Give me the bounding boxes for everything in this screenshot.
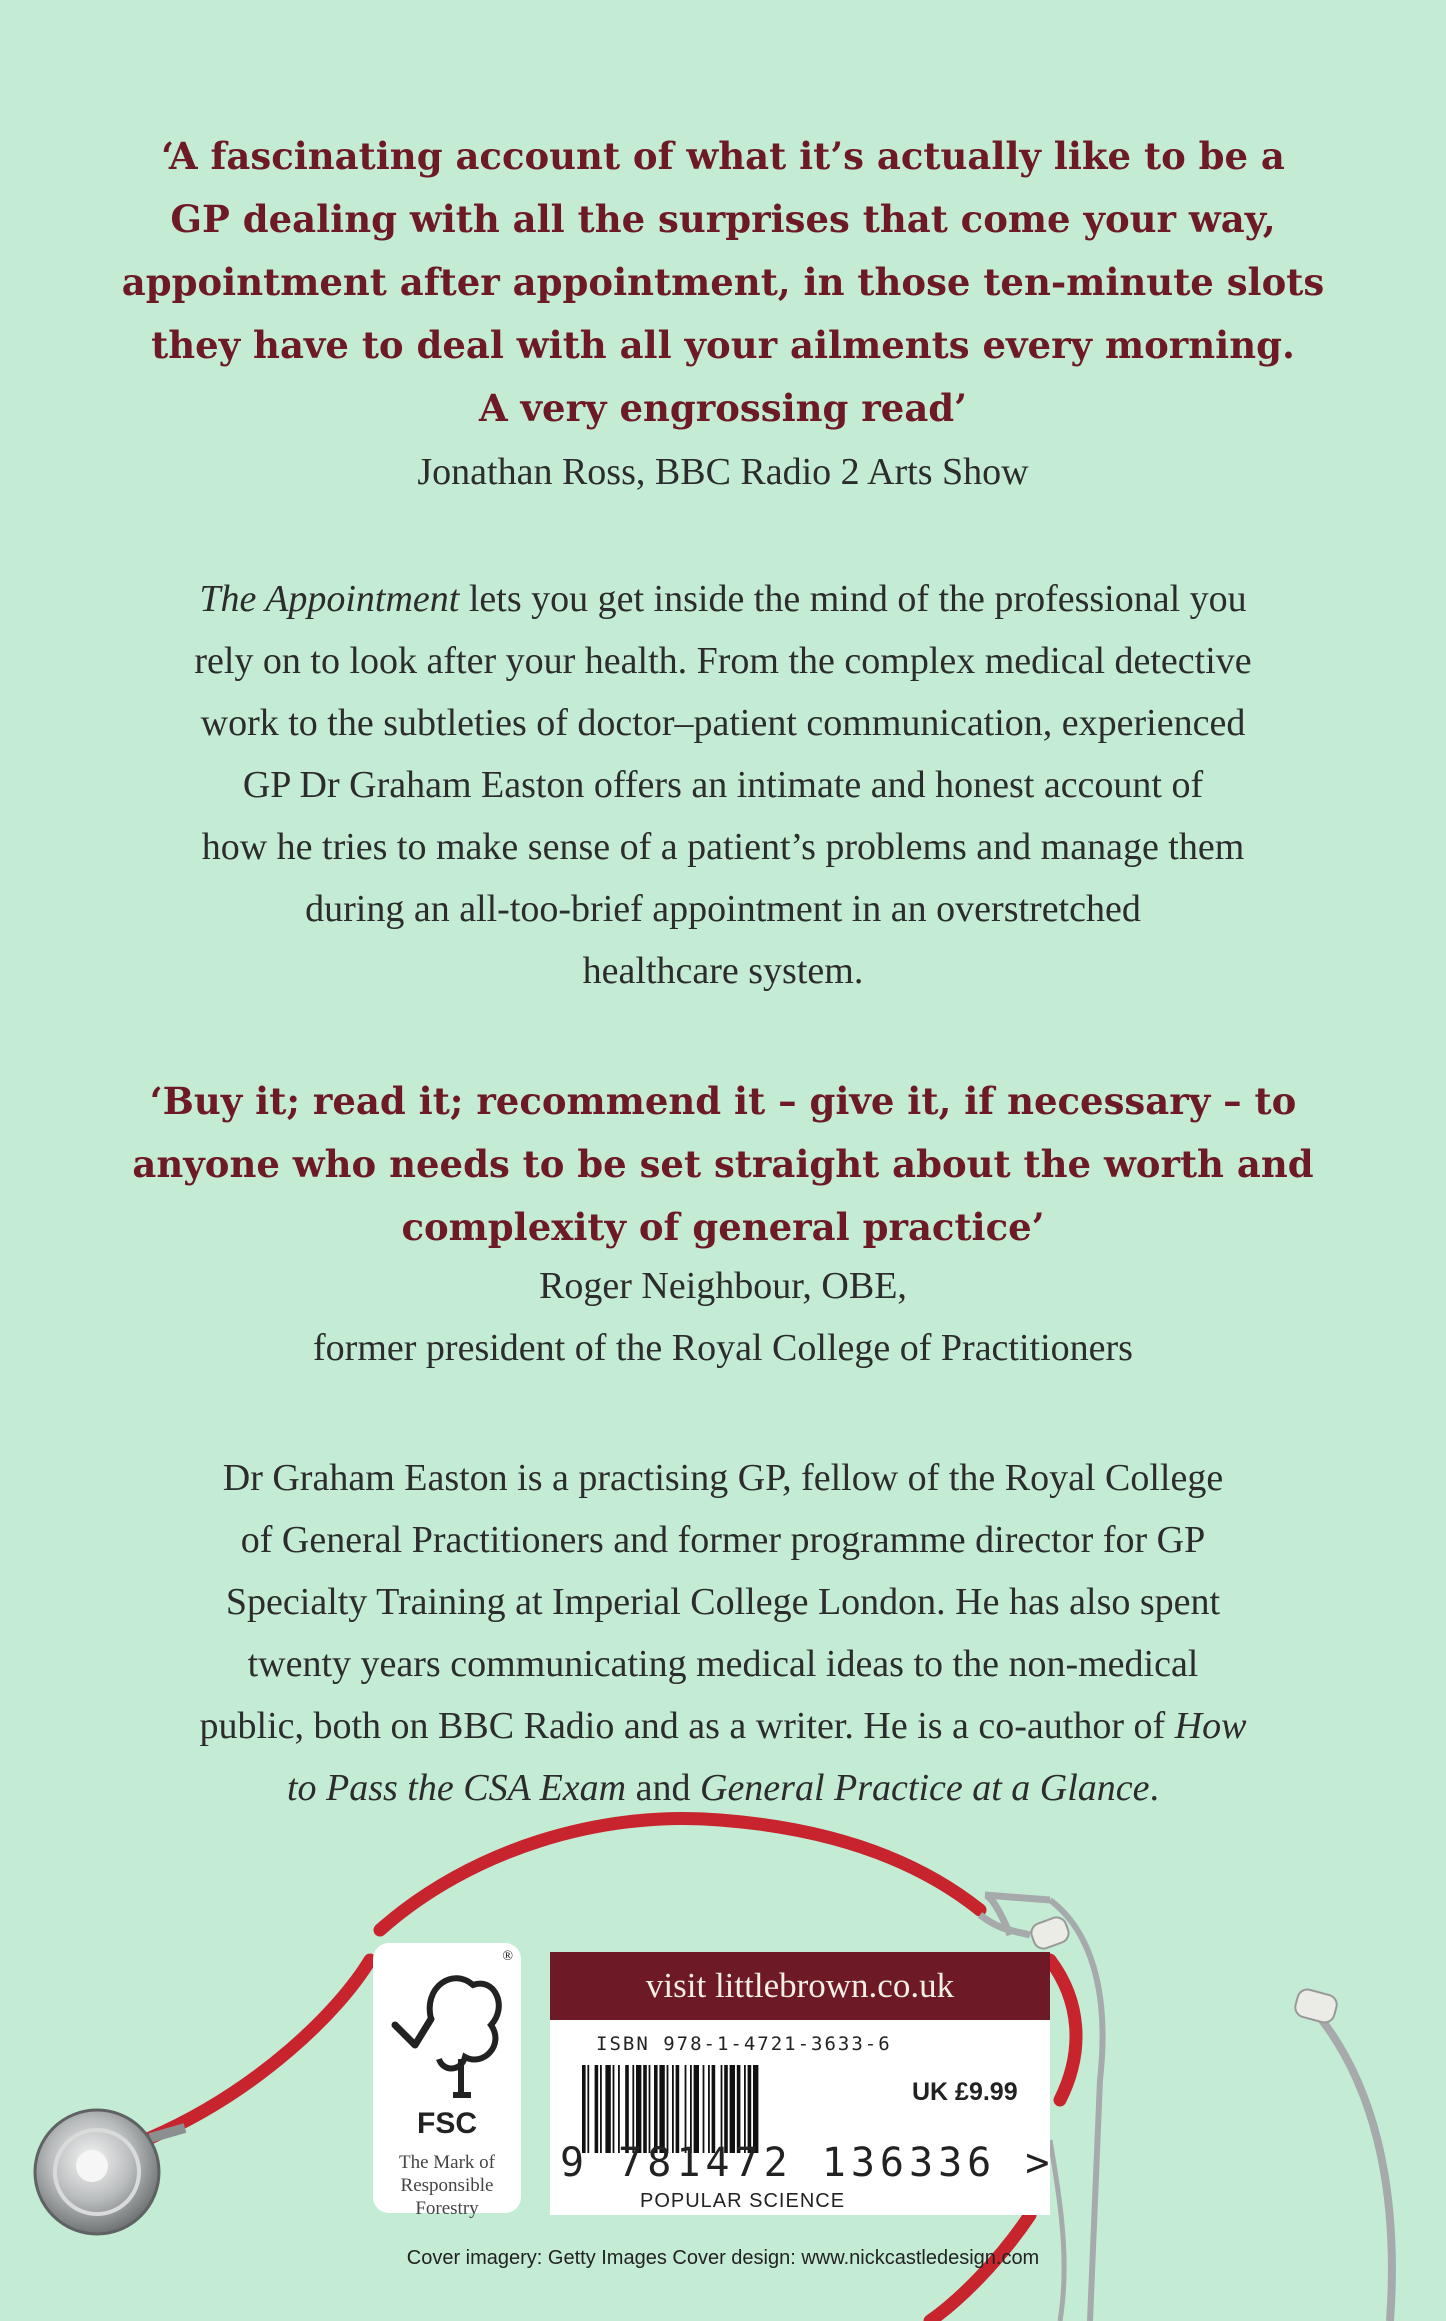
book-blurb bbox=[60, 568, 1386, 1002]
fsc-logo bbox=[373, 1943, 521, 2219]
blurb-line: during an all-too-brief appointment in an overstretched bbox=[305, 888, 1141, 930]
quote-line: anyone who needs to be set straight about the worth and bbox=[132, 1142, 1314, 1186]
bio-line: Specialty Training at Imperial College London. He has also spent bbox=[225, 1581, 1221, 1623]
blurb-line: rely on to look after your health. From the complex medical detective bbox=[194, 640, 1252, 682]
blurb-line: how he tries to make sense of a patient’s problems and manage them bbox=[201, 826, 1245, 868]
blurb-line: GP Dr Graham Easton offers an intimate and honest account of bbox=[242, 764, 1204, 806]
cover-credits: Cover imagery: Getty Images Cover design: www.nickcastledesign.com bbox=[406, 2247, 1040, 2269]
blurb-line: work to the subtleties of doctor–patient communication, experienced bbox=[200, 702, 1246, 744]
fsc-text: FSC bbox=[417, 2107, 477, 2140]
quote-line: GP dealing with all the surprises that come your way, bbox=[170, 197, 1276, 241]
publisher-url-band: visit littlebrown.co.uk bbox=[550, 1952, 1050, 2020]
quote-line: complexity of general practice’ bbox=[401, 1205, 1045, 1249]
bio-line: of General Practitioners and former programme director for GP bbox=[240, 1519, 1206, 1561]
bio-line: twenty years communicating medical ideas to the non-medical bbox=[247, 1643, 1199, 1685]
tree-check-icon bbox=[373, 1947, 521, 2107]
quote-2-attribution: Roger Neighbour, OBE, former president of the Royal College of Practitioners bbox=[313, 1265, 1133, 1369]
registered-mark: ® bbox=[502, 1949, 513, 1964]
quote-line: they have to deal with all your ailments every morning. bbox=[151, 323, 1295, 367]
quote-1-attribution: Jonathan Ross, BBC Radio 2 Arts Show bbox=[417, 451, 1029, 493]
blurb-line: healthcare system. bbox=[582, 950, 864, 992]
genre-label: POPULAR SCIENCE bbox=[640, 2190, 846, 2212]
bio-line: public, both on BBC Radio and as a writer. He is a co-author of How bbox=[199, 1705, 1247, 1747]
quote-line: A very engrossing read’ bbox=[478, 386, 968, 430]
bio-line: Dr Graham Easton is a practising GP, fellow of the Royal College bbox=[222, 1457, 1224, 1499]
blurb-line: The Appointment lets you get inside the mind of the professional you bbox=[199, 578, 1247, 620]
quiet-zone-arrow: > bbox=[1025, 2140, 1055, 2186]
fsc-tagline: The Mark of Responsible Forestry bbox=[398, 2152, 496, 2219]
book-title: The Appointment bbox=[199, 578, 460, 620]
quote-line: appointment after appointment, in those ten-minute slots bbox=[121, 260, 1325, 304]
quote-line: ‘Buy it; read it; recommend it – give it, if necessary – to bbox=[149, 1079, 1297, 1123]
bio-line: to Pass the CSA Exam and General Practice at a Glance. bbox=[286, 1767, 1160, 1809]
quote-line: ‘A fascinating account of what it’s actually like to be a bbox=[161, 134, 1285, 178]
author-bio bbox=[60, 1447, 1386, 1819]
review-quote-1 bbox=[60, 125, 1386, 440]
review-quote-2 bbox=[60, 1070, 1386, 1259]
isbn-label: ISBN 978-1-4721-3633-6 bbox=[596, 2033, 892, 2055]
price-label: UK £9.99 bbox=[912, 2078, 1018, 2106]
barcode-digits: 9 781472 136336 > bbox=[560, 2140, 1055, 2186]
